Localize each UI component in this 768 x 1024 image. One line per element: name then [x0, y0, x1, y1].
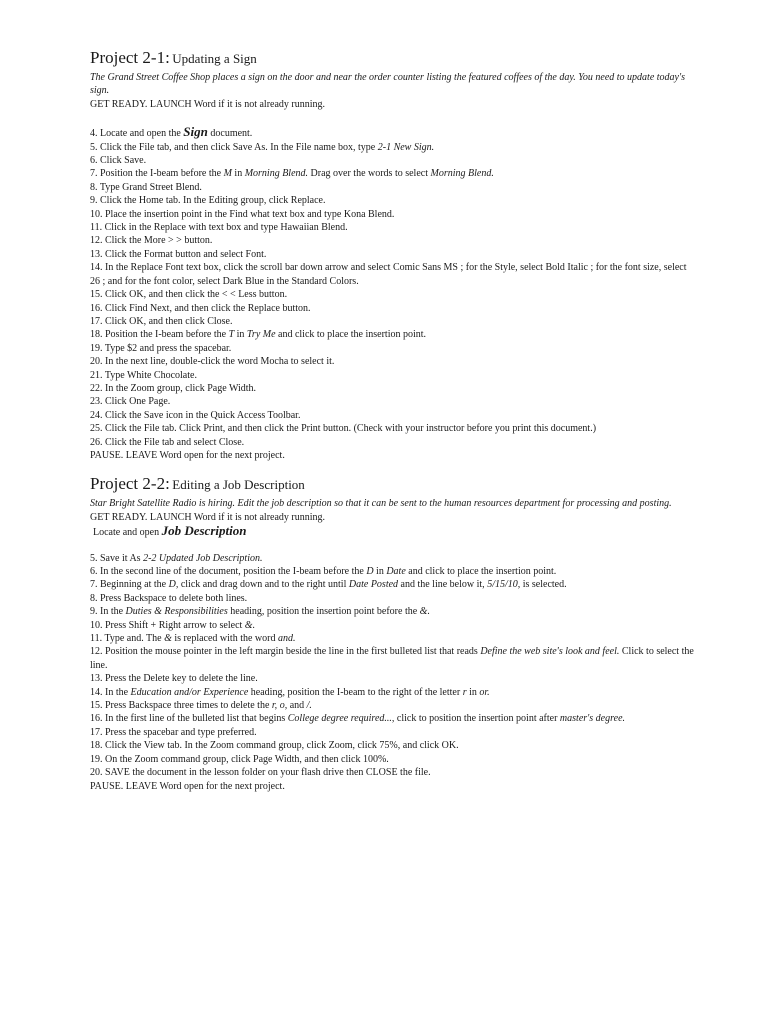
- step-14: 14. In the Replace Font text box, click the scroll bar down arrow and select Comic Sans MS ; for the Style, select Bold Italic ; for the font size, select 26 ; and for the font color, select Dark Blue in the Standard Colors.: [90, 262, 687, 287]
- step-21: 21. Type White Chocolate.: [90, 369, 197, 381]
- step-11: 11. Type and. The & is replaced with the word and.: [90, 633, 296, 645]
- step-5: 5. Save it As 2-2 Updated Job Description.: [90, 552, 263, 564]
- get-ready-text: GET READY. LAUNCH Word if it is not already running.: [90, 98, 326, 110]
- step-13: 13. Press the Delete key to delete the line.: [90, 673, 258, 685]
- step-16: 16. Click Find Next, and then click the Replace button.: [90, 302, 311, 314]
- step-12: 12. Position the mouse pointer in the left margin beside the line in the first bulleted list that reads Define the web site's look and feel. Click to select the line.: [90, 646, 694, 671]
- step-20: 20. SAVE the document in the lesson folder on your flash drive then CLOSE the file.: [90, 767, 431, 779]
- step-10: 10. Press Shift + Right arrow to select &.: [90, 619, 256, 631]
- step-8: 8. Press Backspace to delete both lines.: [90, 592, 248, 604]
- locate-step: Locate and open Job Description: [93, 523, 247, 539]
- intro-text: The Grand Street Coffee Shop places a sign on the door and near the order counter listing the featured coffees of the day. You need to update today's sign.: [90, 72, 686, 97]
- project-2-1-heading: [90, 48, 698, 71]
- step-17: 17. Click OK, and then click Close.: [90, 315, 233, 327]
- document-name: Job Description: [161, 523, 247, 539]
- pause-text: PAUSE. LEAVE Word open for the next project.: [90, 449, 285, 461]
- get-ready-text: GET READY. LAUNCH Word if it is not already running.: [90, 511, 326, 523]
- step-9: 9. In the Duties & Responsibilities heading, position the insertion point before the &.: [90, 606, 430, 618]
- step-6: 6. Click Save.: [90, 155, 147, 167]
- step-23: 23. Click One Page.: [90, 396, 171, 408]
- step-19: 19. On the Zoom command group, click Page Width, and then click 100%.: [90, 753, 389, 765]
- heading-number: Project 2-1:: [90, 48, 170, 67]
- document-name: Sign: [183, 124, 208, 140]
- heading-title: Updating a Sign: [172, 51, 257, 66]
- step-7: 7. Position the I-beam before the M in Morning Blend. Drag over the words to select Morning Blend.: [90, 168, 494, 180]
- step-4: 4. Locate and open the Sign document.: [90, 124, 253, 140]
- step-10: 10. Place the insertion point in the Find what text box and type Kona Blend.: [90, 208, 395, 220]
- step-7: 7. Beginning at the D, click and drag down and to the right until Date Posted and the line below it, 5/15/10, is selected.: [90, 579, 567, 591]
- heading-number: Project 2-2:: [90, 474, 170, 494]
- step-20: 20. In the next line, double-click the word Mocha to select it.: [90, 356, 335, 368]
- step-9: 9. Click the Home tab. In the Editing group, click Replace.: [90, 195, 326, 207]
- step-22: 22. In the Zoom group, click Page Width.: [90, 382, 257, 394]
- step-5: 5. Click the File tab, and then click Save As. In the File name box, type 2-1 New Sign.: [90, 141, 435, 153]
- project-2-2: [90, 474, 698, 793]
- step-15: 15. Press Backspace three times to delete the r, o, and /.: [90, 700, 312, 712]
- step-25: 25. Click the File tab. Click Print, and then click the Print button. (Check with your instructor before you print this document.): [90, 423, 597, 435]
- step-19: 19. Type $2 and press the spacebar.: [90, 342, 232, 354]
- step-11: 11. Click in the Replace with text box and type Hawaiian Blend.: [90, 222, 348, 234]
- heading-title: Editing a Job Description: [172, 477, 305, 493]
- intro-text: Star Bright Satellite Radio is hiring. Edit the job description so that it can be sent to the human resources department for processing and posting.: [90, 498, 672, 510]
- project-2-1: [90, 48, 698, 462]
- step-14: 14. In the Education and/or Experience heading, position the I-beam to the right of the letter r in or.: [90, 686, 490, 698]
- step-24: 24. Click the Save icon in the Quick Access Toolbar.: [90, 409, 301, 421]
- project-2-2-heading: [90, 474, 698, 497]
- step-13: 13. Click the Format button and select Font.: [90, 248, 267, 260]
- pause-text: PAUSE. LEAVE Word open for the next project.: [90, 780, 285, 792]
- step-6: 6. In the second line of the document, position the I-beam before the D in Date and click to place the insertion point.: [90, 566, 557, 577]
- step-15: 15. Click OK, and then click the < < Less button.: [90, 289, 288, 301]
- step-17: 17. Press the spacebar and type preferred.: [90, 726, 257, 738]
- step-8: 8. Type Grand Street Blend.: [90, 181, 202, 193]
- step-12: 12. Click the More > > button.: [90, 235, 213, 247]
- step-26: 26. Click the File tab and select Close.: [90, 436, 245, 448]
- step-18: 18. Position the I-beam before the T in Try Me and click to place the insertion point.: [90, 329, 427, 341]
- step-16: 16. In the first line of the bulleted list that begins College degree required..., click to position the insertion point after master's degree.: [90, 713, 626, 725]
- step-18: 18. Click the View tab. In the Zoom command group, click Zoom, click 75%, and click OK.: [90, 740, 459, 752]
